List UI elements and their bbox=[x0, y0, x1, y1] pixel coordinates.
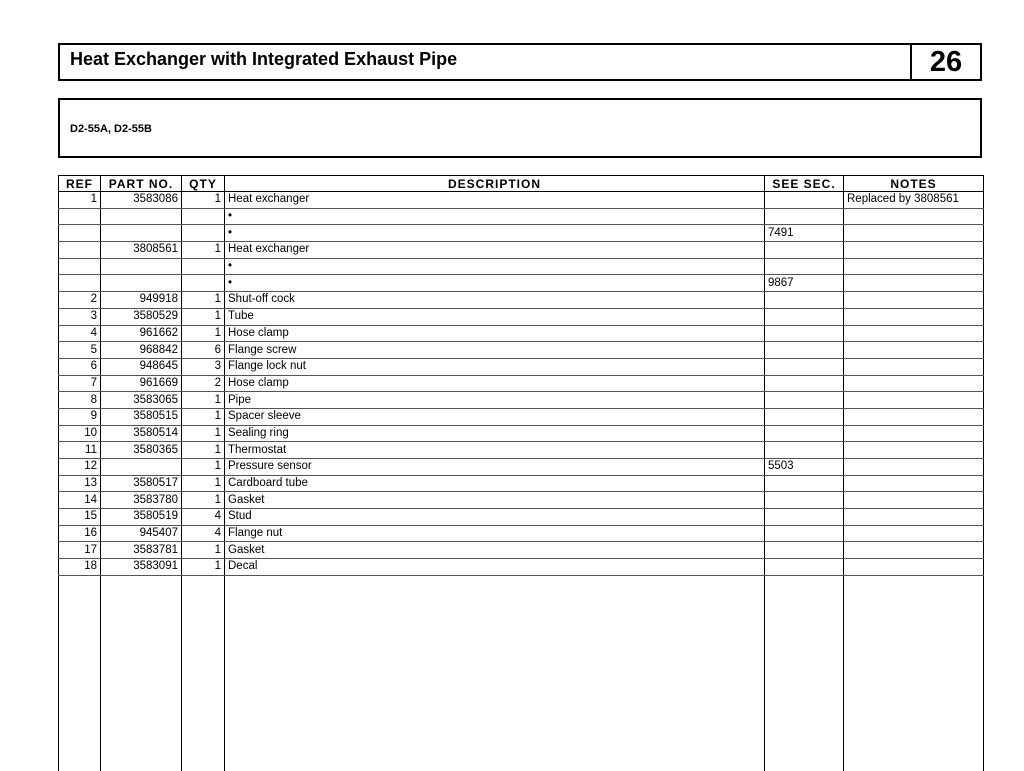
table-row bbox=[59, 292, 984, 309]
notes-cell bbox=[844, 242, 984, 259]
quantity-cell: 1 bbox=[182, 425, 225, 442]
see-section-cell: 5503 bbox=[765, 459, 844, 476]
parts-table-body bbox=[59, 192, 984, 771]
quantity-cell: 1 bbox=[182, 242, 225, 259]
description-cell: Pipe bbox=[225, 392, 765, 409]
model-box bbox=[58, 98, 982, 158]
description-cell: Sealing ring bbox=[225, 425, 765, 442]
table-row bbox=[59, 425, 984, 442]
ref-cell bbox=[59, 208, 101, 225]
table-row bbox=[59, 492, 984, 509]
part-number-cell bbox=[101, 459, 182, 476]
quantity-cell bbox=[182, 275, 225, 292]
table-row bbox=[59, 475, 984, 492]
see-section-cell bbox=[765, 492, 844, 509]
part-number-cell bbox=[101, 208, 182, 225]
part-number-cell: 3580529 bbox=[101, 308, 182, 325]
description-cell: Gasket bbox=[225, 542, 765, 559]
ref-cell: 2 bbox=[59, 292, 101, 309]
description-cell: Tube bbox=[225, 308, 765, 325]
ref-cell bbox=[59, 242, 101, 259]
table-row bbox=[59, 258, 984, 275]
empty-cell bbox=[59, 575, 101, 771]
quantity-cell: 1 bbox=[182, 542, 225, 559]
ref-cell: 5 bbox=[59, 342, 101, 359]
part-number-cell: 961662 bbox=[101, 325, 182, 342]
ref-cell: 1 bbox=[59, 192, 101, 209]
table-row bbox=[59, 208, 984, 225]
part-number-cell: 949918 bbox=[101, 292, 182, 309]
see-section-cell bbox=[765, 559, 844, 576]
description-cell: Hose clamp bbox=[225, 325, 765, 342]
see-section-cell bbox=[765, 375, 844, 392]
notes-cell bbox=[844, 325, 984, 342]
page-title: Heat Exchanger with Integrated Exhaust Pipe bbox=[70, 49, 458, 69]
table-row bbox=[59, 192, 984, 209]
notes-cell bbox=[844, 425, 984, 442]
ref-cell: 4 bbox=[59, 325, 101, 342]
description-cell: • bbox=[225, 225, 765, 242]
notes-cell bbox=[844, 392, 984, 409]
part-number-cell: 945407 bbox=[101, 525, 182, 542]
part-number-cell bbox=[101, 258, 182, 275]
notes-cell bbox=[844, 509, 984, 526]
ref-cell: 18 bbox=[59, 559, 101, 576]
quantity-cell: 1 bbox=[182, 559, 225, 576]
table-row bbox=[59, 325, 984, 342]
description-cell: Spacer sleeve bbox=[225, 408, 765, 425]
notes-cell bbox=[844, 442, 984, 459]
part-number-cell: 948645 bbox=[101, 358, 182, 375]
ref-cell: 12 bbox=[59, 459, 101, 476]
see-section-cell bbox=[765, 425, 844, 442]
ref-cell bbox=[59, 258, 101, 275]
description-cell: • bbox=[225, 275, 765, 292]
table-row bbox=[59, 275, 984, 292]
description-cell: Flange nut bbox=[225, 525, 765, 542]
notes-cell bbox=[844, 559, 984, 576]
ref-cell bbox=[59, 225, 101, 242]
notes-cell bbox=[844, 358, 984, 375]
see-section-cell bbox=[765, 525, 844, 542]
see-section-cell bbox=[765, 509, 844, 526]
part-number-cell: 3580365 bbox=[101, 442, 182, 459]
ref-cell: 8 bbox=[59, 392, 101, 409]
ref-cell: 15 bbox=[59, 509, 101, 526]
section-number: 26 bbox=[910, 45, 980, 79]
empty-cell bbox=[765, 575, 844, 771]
see-section-cell bbox=[765, 192, 844, 209]
see-section-cell: 7491 bbox=[765, 225, 844, 242]
description-cell: • bbox=[225, 208, 765, 225]
see-section-cell bbox=[765, 392, 844, 409]
quantity-cell bbox=[182, 225, 225, 242]
quantity-cell: 1 bbox=[182, 459, 225, 476]
part-number-cell: 3580517 bbox=[101, 475, 182, 492]
ref-cell: 11 bbox=[59, 442, 101, 459]
part-number-cell: 3583781 bbox=[101, 542, 182, 559]
title-box bbox=[58, 43, 982, 81]
empty-cell bbox=[101, 575, 182, 771]
empty-cell bbox=[225, 575, 765, 771]
table-row bbox=[59, 392, 984, 409]
quantity-cell: 1 bbox=[182, 492, 225, 509]
see-section-cell bbox=[765, 208, 844, 225]
table-row bbox=[59, 342, 984, 359]
quantity-cell bbox=[182, 258, 225, 275]
table-row bbox=[59, 358, 984, 375]
column-header-part-no: PART NO. bbox=[101, 176, 182, 192]
notes-cell bbox=[844, 492, 984, 509]
part-number-cell: 3808561 bbox=[101, 242, 182, 259]
column-header-notes: NOTES bbox=[844, 176, 984, 192]
see-section-cell bbox=[765, 542, 844, 559]
ref-cell: 10 bbox=[59, 425, 101, 442]
quantity-cell: 1 bbox=[182, 408, 225, 425]
column-header-ref: REF bbox=[59, 176, 101, 192]
part-number-cell: 968842 bbox=[101, 342, 182, 359]
part-number-cell: 3580514 bbox=[101, 425, 182, 442]
empty-cell bbox=[844, 575, 984, 771]
see-section-cell bbox=[765, 358, 844, 375]
description-cell: Heat exchanger bbox=[225, 192, 765, 209]
see-section-cell bbox=[765, 342, 844, 359]
ref-cell: 17 bbox=[59, 542, 101, 559]
part-number-cell: 3583086 bbox=[101, 192, 182, 209]
part-number-cell: 3580515 bbox=[101, 408, 182, 425]
description-cell: Stud bbox=[225, 509, 765, 526]
part-number-cell bbox=[101, 275, 182, 292]
description-cell: Decal bbox=[225, 559, 765, 576]
see-section-cell bbox=[765, 258, 844, 275]
notes-cell bbox=[844, 208, 984, 225]
notes-cell bbox=[844, 408, 984, 425]
notes-cell bbox=[844, 275, 984, 292]
description-cell: Flange screw bbox=[225, 342, 765, 359]
column-header-qty: QTY bbox=[182, 176, 225, 192]
see-section-cell bbox=[765, 242, 844, 259]
part-number-cell: 3583780 bbox=[101, 492, 182, 509]
ref-cell: 9 bbox=[59, 408, 101, 425]
see-section-cell bbox=[765, 442, 844, 459]
quantity-cell: 1 bbox=[182, 392, 225, 409]
notes-cell bbox=[844, 475, 984, 492]
quantity-cell: 1 bbox=[182, 192, 225, 209]
quantity-cell: 1 bbox=[182, 308, 225, 325]
table-row bbox=[59, 375, 984, 392]
description-cell: Gasket bbox=[225, 492, 765, 509]
notes-cell bbox=[844, 225, 984, 242]
description-cell: Flange lock nut bbox=[225, 358, 765, 375]
description-cell: Heat exchanger bbox=[225, 242, 765, 259]
description-cell: Pressure sensor bbox=[225, 459, 765, 476]
notes-cell bbox=[844, 375, 984, 392]
table-row bbox=[59, 459, 984, 476]
table-row bbox=[59, 542, 984, 559]
column-header-see-sec: SEE SEC. bbox=[765, 176, 844, 192]
ref-cell: 16 bbox=[59, 525, 101, 542]
see-section-cell bbox=[765, 292, 844, 309]
ref-cell: 3 bbox=[59, 308, 101, 325]
notes-cell: Replaced by 3808561 bbox=[844, 192, 984, 209]
see-section-cell: 9867 bbox=[765, 275, 844, 292]
quantity-cell: 6 bbox=[182, 342, 225, 359]
table-row bbox=[59, 525, 984, 542]
column-header-description: DESCRIPTION bbox=[225, 176, 765, 192]
description-cell: Cardboard tube bbox=[225, 475, 765, 492]
see-section-cell bbox=[765, 408, 844, 425]
part-number-cell: 3580519 bbox=[101, 509, 182, 526]
table-row bbox=[59, 242, 984, 259]
part-number-cell: 961669 bbox=[101, 375, 182, 392]
description-cell: • bbox=[225, 258, 765, 275]
notes-cell bbox=[844, 258, 984, 275]
notes-cell bbox=[844, 525, 984, 542]
quantity-cell: 1 bbox=[182, 475, 225, 492]
table-filler-row bbox=[59, 575, 984, 771]
ref-cell: 14 bbox=[59, 492, 101, 509]
table-row bbox=[59, 225, 984, 242]
quantity-cell: 4 bbox=[182, 525, 225, 542]
ref-cell: 6 bbox=[59, 358, 101, 375]
part-number-cell bbox=[101, 225, 182, 242]
description-cell: Hose clamp bbox=[225, 375, 765, 392]
quantity-cell: 4 bbox=[182, 509, 225, 526]
quantity-cell: 3 bbox=[182, 358, 225, 375]
quantity-cell: 1 bbox=[182, 325, 225, 342]
ref-cell: 13 bbox=[59, 475, 101, 492]
empty-cell bbox=[182, 575, 225, 771]
description-cell: Shut-off cock bbox=[225, 292, 765, 309]
table-header-row bbox=[59, 176, 984, 192]
parts-table bbox=[58, 175, 984, 771]
quantity-cell: 1 bbox=[182, 292, 225, 309]
quantity-cell: 2 bbox=[182, 375, 225, 392]
see-section-cell bbox=[765, 325, 844, 342]
see-section-cell bbox=[765, 308, 844, 325]
table-row bbox=[59, 308, 984, 325]
ref-cell: 7 bbox=[59, 375, 101, 392]
table-row bbox=[59, 408, 984, 425]
table-row bbox=[59, 442, 984, 459]
notes-cell bbox=[844, 308, 984, 325]
notes-cell bbox=[844, 542, 984, 559]
quantity-cell bbox=[182, 208, 225, 225]
quantity-cell: 1 bbox=[182, 442, 225, 459]
part-number-cell: 3583091 bbox=[101, 559, 182, 576]
notes-cell bbox=[844, 342, 984, 359]
model-list: D2-55A, D2-55B bbox=[70, 123, 152, 135]
description-cell: Thermostat bbox=[225, 442, 765, 459]
see-section-cell bbox=[765, 475, 844, 492]
table-row bbox=[59, 559, 984, 576]
notes-cell bbox=[844, 292, 984, 309]
notes-cell bbox=[844, 459, 984, 476]
table-row bbox=[59, 509, 984, 526]
ref-cell bbox=[59, 275, 101, 292]
part-number-cell: 3583065 bbox=[101, 392, 182, 409]
